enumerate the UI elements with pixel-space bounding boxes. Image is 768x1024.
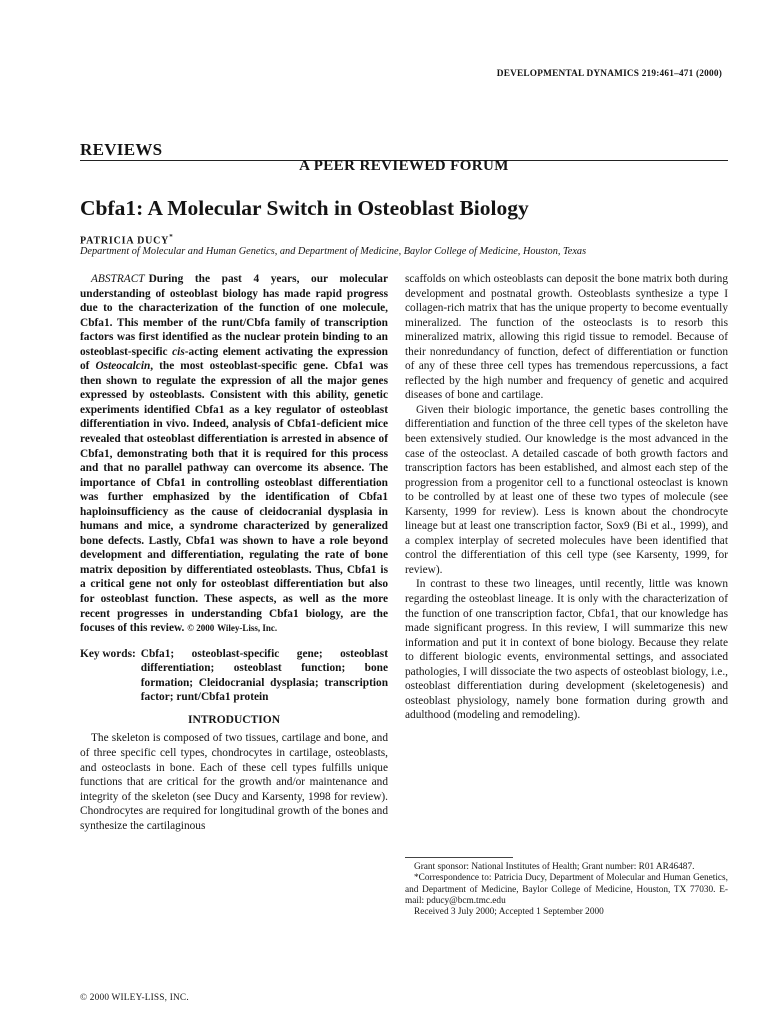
abstract-cis: cis xyxy=(172,345,185,358)
running-head: DEVELOPMENTAL DYNAMICS 219:461–471 (2000) xyxy=(496,69,722,79)
right-column xyxy=(405,272,728,723)
body-paragraph-1: scaffolds on which osteoblasts can deposit the bone matrix both during development and postnatal growth. Osteoblasts synthesize a type I collagen-rich matrix that has the unique property to become eventually mineralized. The function of the osteoclasts is to resorb this mineralized matrix, allowing this rigid tissue to remodel. Because of their nonredundancy of function, defect of differentiation or function of any of these three cell types has tremendous repercussions, a fact reflected by the high number and frequency of genetic and acquired diseases of bone and cartilage. xyxy=(405,273,728,402)
author-line xyxy=(80,233,174,246)
keywords xyxy=(80,647,388,705)
footnotes xyxy=(405,862,728,918)
abstract-text-2: -acting element activating the expression of xyxy=(80,345,388,373)
abstract xyxy=(80,272,388,636)
abstract-text-1: During the past 4 years, our molecular understanding of osteoblast biology has made rapid progress due to the characterization of the function of one molecule, Cbfa1. This member of the runt/Cbfa family of transcription factors was first identified as the nuclear protein binding to an osteoblast-specific xyxy=(80,273,388,358)
article-title: Cbfa1: A Molecular Switch in Osteoblast Biology xyxy=(80,196,529,220)
keywords-text: Cbfa1; osteoblast-specific gene; osteoblast differentiation; osteoblast function; bone formation; Cleidocranial dysplasia; transcription factor; runt/Cbfa1 protein xyxy=(140,647,388,704)
footnote-grant: Grant sponsor: National Institutes of Health; Grant number: R01 AR46487. xyxy=(414,862,695,872)
copyright-footer: © 2000 WILEY-LISS, INC. xyxy=(80,993,189,1003)
abstract-label: ABSTRACT xyxy=(91,273,145,285)
abstract-publisher: Wiley-Liss, Inc. xyxy=(217,623,278,634)
abstract-text-3: , the most osteoblast-specific gene. Cbfa1 was then shown to regulate the expression of all the major genes expressed by osteoblasts. Consistent with this ability, genetic experiments identified Cbfa1 as a key regulator of osteoblast differentiation in vivo. Indeed, analysis of Cbfa1-deficient mice revealed that osteoblast differentiation is arrested in absence of Cbfa1, demonstrating both that it is required for this process and that no parallel pathway can overcome its absence. The importance of Cbfa1 in controlling osteoblast differentiation was further emphasized by the identification of Cbfa1 haploinsufficiency as the cause of cleidocranial dysplasia in humans and mice, a syndrome characterized by generalized bone defects. Lastly, Cbfa1 was shown to have a role beyond development and differentiation, regulating the rate of bone matrix deposition by differentiated osteoblasts. Thus, Cbfa1 is a critical gene not only for osteoblast differentiation but also for osteoblast function. These aspects, as well as the more recent progresses in understanding Cbfa1 biology, are the focuses of this review. xyxy=(80,360,388,635)
left-column xyxy=(80,272,388,833)
author-mark: * xyxy=(169,233,174,241)
intro-paragraph-1: The skeleton is composed of two tissues, cartilage and bone, and of three specific cell types, chondrocytes in cartilage, osteoblasts, and osteoclasts in bone. Each of these cell types fulfills unique functions that are critical for the growth and/or maintenance and integrity of the skeleton (see Ducy and Karsenty, 1998 for review). Chondrocytes are required for longitudinal growth of the bones and synthesize the cartilaginous xyxy=(80,732,388,832)
body-paragraph-2: Given their biologic importance, the genetic bases controlling the differentiation and function of the three cell types of the skeleton have been extensively studied. Our knowledge is the most advanced in the case of the osteoclast. A detailed cascade of both growth factors and transcription factors has been established, and almost each step of the progression from a progenitor cell to a functional osteoclast is known to be controlled by at least one of these two types of molecule (see Karsenty, 1999 for review). Less is known about the chondrocyte lineage but at least one transcription factor, Sox9 (Bi et al., 1999), and a complex interplay of secreted molecules have been identified that control the differentiation of this cell type (see Karsenty, 1999, for review). xyxy=(405,403,728,576)
abstract-osteocalcin: Osteocalcin xyxy=(95,360,151,373)
affiliation: Department of Molecular and Human Genetics, and Department of Medicine, Baylor College of Medicine, Houston, Texas xyxy=(80,246,587,257)
abstract-copyright: © 2000 xyxy=(187,623,215,634)
footnote-correspondence: *Correspondence to: Patricia Ducy, Department of Molecular and Human Genetics, and Department of Medicine, Baylor College of Medicine, Houston, TX 77030. E-mail: pducy@bcm.tmc.edu xyxy=(405,873,728,906)
keywords-label: Key words: xyxy=(80,647,136,660)
section-label: REVIEWS xyxy=(80,140,163,159)
author-name: PATRICIA DUCY xyxy=(80,235,170,247)
footnote-received: Received 3 July 2000; Accepted 1 September 2000 xyxy=(414,907,604,918)
forum-label: A PEER REVIEWED FORUM xyxy=(299,158,509,174)
body-paragraph-3: In contrast to these two lineages, until recently, little was known regarding the osteoblast lineage. It is only with the characterization of the function of one transcription factor, Cbfa1, that our knowledge has made significant progress. In this review, I will summarize this new information and put it in context of bone biology. Because they relate to different biologic events, environmental settings, and associated pathologies, I will dissociate the two aspects of osteoblast biology, i.e., osteoblast differentiation during development (skeletogenesis) and osteoblast physiology, namely bone formation during growth and adulthood (modeling and remodeling). xyxy=(405,578,728,722)
footnote-rule xyxy=(405,857,513,858)
introduction-heading: INTRODUCTION xyxy=(187,713,280,726)
